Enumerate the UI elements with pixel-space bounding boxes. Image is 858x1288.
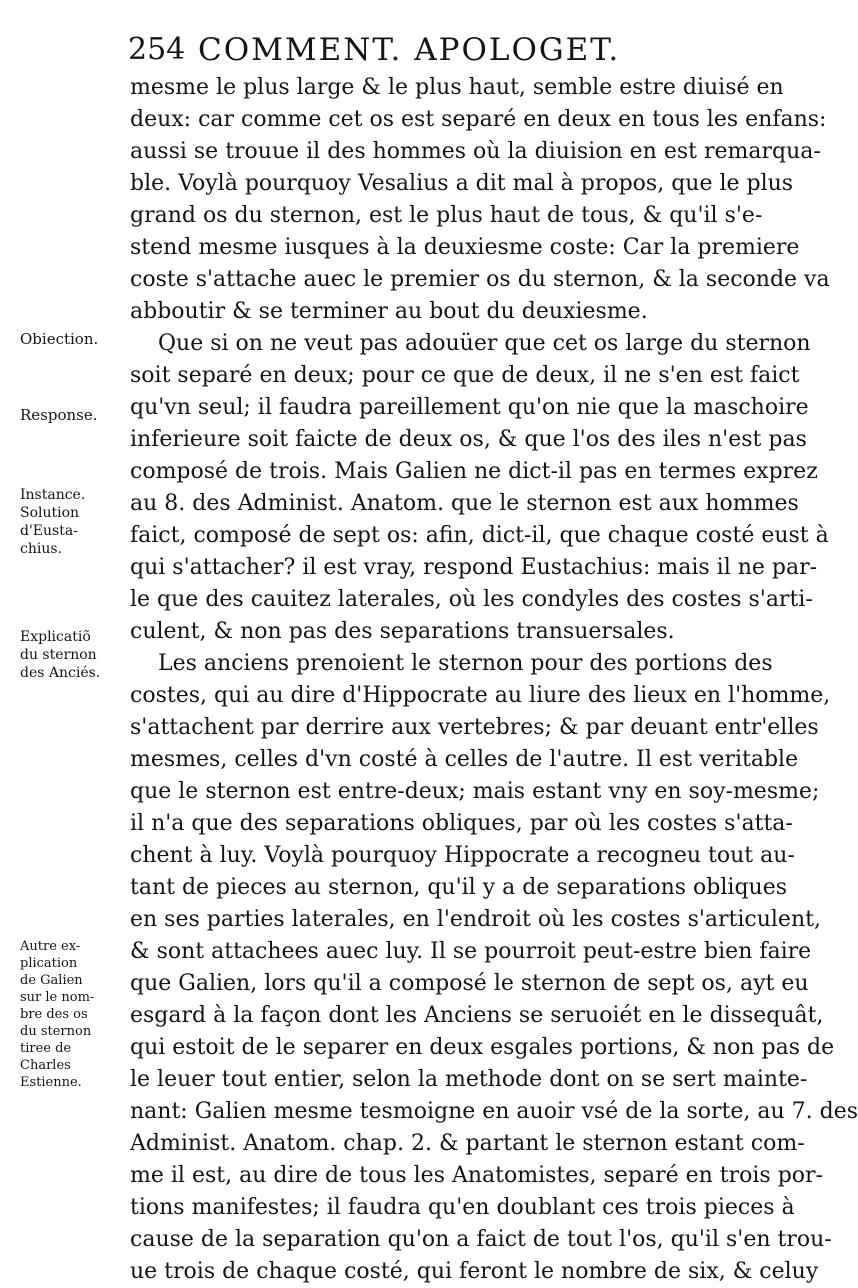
- text-line: esgard à la façon dont les Anciens se seruoiét en le dissequât,: [130, 1003, 824, 1028]
- margin-note-instance: Instance. Solution d'Eusta- chius.: [20, 487, 86, 557]
- text-line: Administ. Anatom. chap. 2. & partant le sternon estant com-: [130, 1131, 805, 1156]
- text-line: cause de la separation qu'on a faict de tout l'os, qu'il s'en trou-: [130, 1227, 832, 1252]
- page-header: [128, 32, 768, 74]
- text-line: stend mesme iusques à la deuxiesme coste: Car la premiere: [130, 235, 800, 260]
- text-line: chent à luy. Voylà pourquoy Hippocrate a recogneu tout au-: [130, 843, 795, 868]
- text-line: inferieure soit faicte de deux os, & que l'os des iles n'est pas: [130, 427, 807, 452]
- text-line: costes, qui au dire d'Hippocrate au liure des lieux en l'homme,: [130, 683, 831, 708]
- text-line: tions manifestes; il faudra qu'en doublant ces trois pieces à: [130, 1195, 795, 1220]
- body-text: [130, 72, 858, 1288]
- text-line: le que des cauitez laterales, où les condyles des costes s'arti-: [130, 587, 813, 612]
- margin-note-response: Response.: [20, 406, 98, 424]
- text-line: qui s'attacher? il est vray, respond Eustachius: mais il ne par-: [130, 555, 818, 580]
- text-line: culent, & non pas des separations transuersales.: [130, 619, 675, 644]
- text-line: il n'a que des separations obliques, par où les costes s'atta-: [130, 811, 793, 836]
- text-line: ue trois de chaque costé, qui feront le nombre de six, & celuy: [130, 1259, 819, 1284]
- text-line: abboutir & se terminer au bout du deuxiesme.: [130, 299, 648, 324]
- margin-note-objection: Obiection.: [20, 330, 99, 348]
- text-line: Que si on ne veut pas adouüer que cet os large du sternon: [158, 331, 811, 356]
- text-line: que le sternon est entre-deux; mais estant vny en soy-mesme;: [130, 779, 820, 804]
- text-line: tant de pieces au sternon, qu'il y a de separations obliques: [130, 875, 788, 900]
- text-line: s'attachent par derrire aux vertebres; & par deuant entr'elles: [130, 715, 819, 740]
- text-line: ble. Voylà pourquoy Vesalius a dit mal à propos, que le plus: [130, 171, 794, 196]
- text-line: mesmes, celles d'vn costé à celles de l'autre. Il est veritable: [130, 747, 799, 772]
- margin-note-other-explication: Autre ex- plication de Galien sur le nom- bre des os du sternon tiree de Charles Estienne.: [20, 939, 95, 1090]
- text-line: le leuer tout entier, selon la methode dont on se sert mainte-: [130, 1067, 808, 1092]
- margin-note-explication: Explicatiõ du sternon des Anciés.: [20, 629, 101, 681]
- text-line: grand os du sternon, est le plus haut de tous, & qu'il s'e-: [130, 203, 763, 228]
- page-number: 254: [128, 32, 186, 67]
- text-line: composé de trois. Mais Galien ne dict-il pas en termes exprez: [130, 459, 818, 484]
- text-line: en ses parties laterales, en l'endroit où les costes s'articulent,: [130, 907, 821, 932]
- text-line: nant: Galien mesme tesmoigne en auoir vsé de la sorte, au 7. des: [130, 1099, 858, 1124]
- text-line: que Galien, lors qu'il a composé le sternon de sept os, ayt eu: [130, 971, 809, 996]
- text-line: Les anciens prenoient le sternon pour des portions des: [158, 651, 773, 676]
- text-line: soit separé en deux; pour ce que de deux, il ne s'en est faict: [130, 363, 800, 388]
- text-line: qui estoit de le separer en deux esgales portions, & non pas de: [130, 1035, 835, 1060]
- text-line: aussi se trouue il des hommes où la diuision en est remarqua-: [130, 139, 821, 164]
- text-line: me il est, au dire de tous les Anatomistes, separé en trois por-: [130, 1163, 823, 1188]
- text-line: mesme le plus large & le plus haut, semble estre diuisé en: [130, 75, 784, 100]
- running-title: COMMENT. APOLOGET.: [198, 32, 621, 68]
- text-line: deux: car comme cet os est separé en deux en tous les enfans:: [130, 107, 827, 132]
- text-line: coste s'attache auec le premier os du sternon, & la seconde va: [130, 267, 830, 292]
- text-line: qu'vn seul; il faudra pareillement qu'on nie que la maschoire: [130, 395, 809, 420]
- text-line: faict, composé de sept os: afin, dict-il, que chaque costé eust à: [130, 523, 829, 548]
- text-line: au 8. des Administ. Anatom. que le sternon est aux hommes: [130, 491, 799, 516]
- text-line: & sont attachees auec luy. Il se pourroit peut-estre bien faire: [130, 939, 812, 964]
